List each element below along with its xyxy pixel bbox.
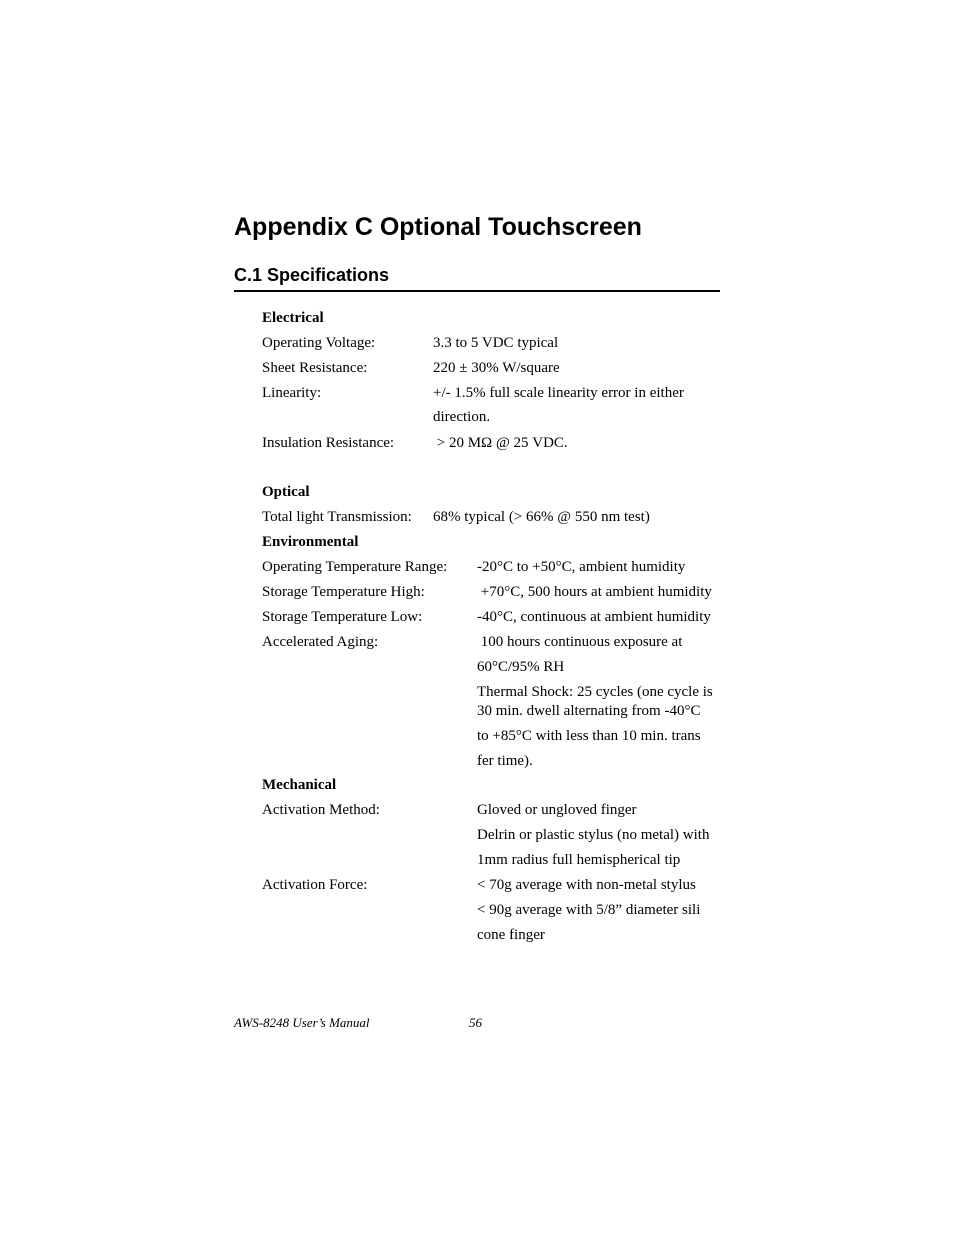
- environmental-heading: Environmental: [262, 534, 359, 550]
- activation-force-label: Activation Force:: [262, 877, 368, 893]
- sheet-resistance-value: 220 ± 30% W/square: [433, 360, 560, 376]
- storage-temp-high-value: +70°C, 500 hours at ambient humidity: [477, 584, 712, 600]
- mechanical-heading: Mechanical: [262, 777, 337, 793]
- activation-force-value-line2: < 90g average with 5/8” diameter sili: [477, 902, 701, 918]
- activation-force-value-line3: cone finger: [477, 927, 545, 943]
- operating-temp-label: Operating Temperature Range:: [262, 559, 448, 575]
- thermal-shock-line3: to +85°C with less than 10 min. trans: [477, 728, 701, 744]
- activation-method-label: Activation Method:: [262, 802, 380, 818]
- section-title: C.1 Specifications: [234, 265, 390, 285]
- storage-temp-low-label: Storage Temperature Low:: [262, 609, 423, 625]
- linearity-value-line1: +/- 1.5% full scale linearity error in either: [433, 385, 684, 401]
- accelerated-aging-value-line2: 60°C/95% RH: [477, 659, 565, 675]
- thermal-shock-line2: 30 min. dwell alternating from -40°C: [477, 703, 701, 719]
- thermal-shock-line4: fer time).: [477, 753, 533, 769]
- footer-page-number: 56: [469, 1015, 482, 1030]
- appendix-title: Appendix C Optional Touchscreen: [234, 213, 642, 241]
- light-transmission-label: Total light Transmission:: [262, 509, 412, 525]
- accelerated-aging-label: Accelerated Aging:: [262, 634, 379, 650]
- storage-temp-low-value: -40°C, continuous at ambient humidity: [477, 609, 711, 625]
- insulation-resistance-label: Insulation Resistance:: [262, 435, 395, 451]
- accelerated-aging-value-line1: 100 hours continuous exposure at: [477, 634, 683, 650]
- activation-force-value-line1: < 70g average with non-metal stylus: [477, 877, 696, 893]
- activation-method-value-line1: Gloved or ungloved finger: [477, 802, 637, 818]
- insulation-resistance-value: > 20 MΩ @ 25 VDC.: [433, 435, 568, 451]
- electrical-heading: Electrical: [262, 310, 324, 326]
- storage-temp-high-label: Storage Temperature High:: [262, 584, 425, 600]
- activation-method-value-line3: 1mm radius full hemispherical tip: [477, 852, 681, 868]
- light-transmission-value: 68% typical (> 66% @ 550 nm test): [433, 509, 650, 525]
- activation-method-value-line2: Delrin or plastic stylus (no metal) with: [477, 827, 710, 843]
- linearity-label: Linearity:: [262, 385, 322, 401]
- operating-temp-value: -20°C to +50°C, ambient humidity: [477, 559, 686, 575]
- operating-voltage-value: 3.3 to 5 VDC typical: [433, 335, 559, 351]
- linearity-value-line2: direction.: [433, 409, 491, 425]
- thermal-shock-line1: Thermal Shock: 25 cycles (one cycle is: [477, 684, 713, 700]
- sheet-resistance-label: Sheet Resistance:: [262, 360, 368, 376]
- optical-heading: Optical: [262, 484, 310, 500]
- footer-manual-title: AWS-8248 User’s Manual: [234, 1015, 370, 1030]
- operating-voltage-label: Operating Voltage:: [262, 335, 376, 351]
- section-divider: [234, 290, 720, 292]
